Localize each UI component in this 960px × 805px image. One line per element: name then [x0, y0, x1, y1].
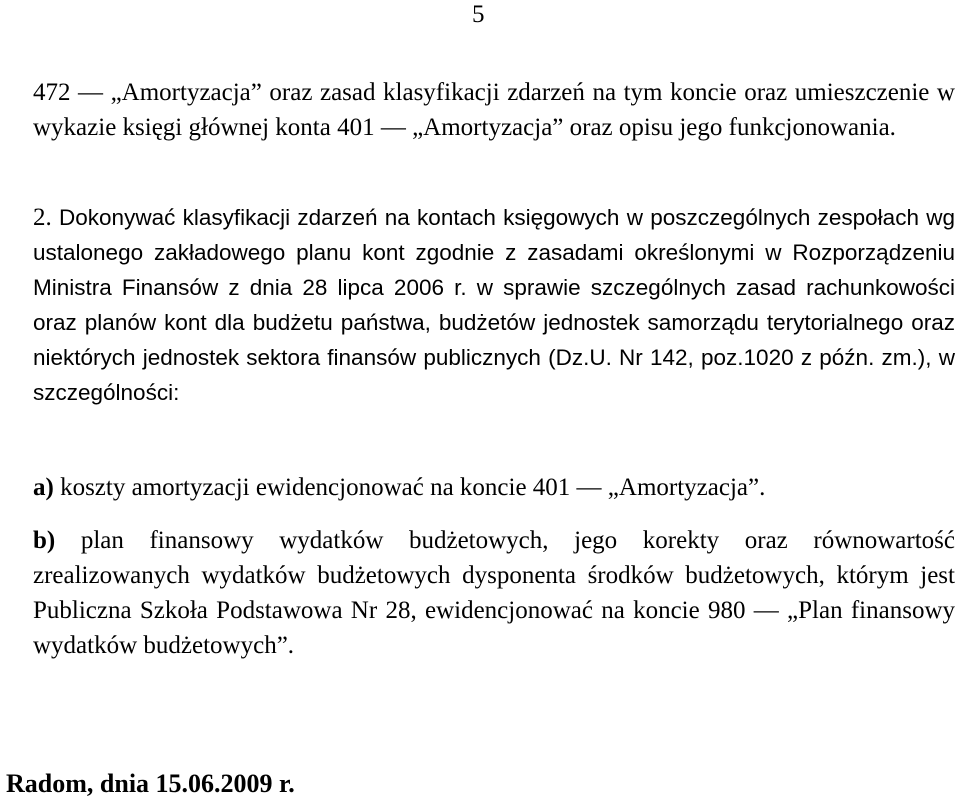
item-a-label: a) [33, 474, 54, 501]
page-number: 5 [472, 1, 485, 28]
section-2-number: 2. [33, 204, 52, 231]
paragraph-1: 472 — „Amortyzacja” oraz zasad klasyfikacji zdarzeń na tym koncie oraz umieszczenie w wykazie księgi głównej konta 401 — „Amortyzacja” oraz opisu jego funkcjonowania. [33, 79, 955, 141]
signature-date: Radom, dnia 15.06.2009 r. [6, 769, 295, 798]
item-b-text: plan finansowy wydatków budżetowych, jego korekty oraz równowartość zrealizowanych wydatków budżetowych dysponenta środków budżetowych, którym jest Publiczna Szkoła Podstawowa Nr 28, ewidencjonować na koncie 980 — „Plan finansowy wydatków budżetowych”. [33, 527, 955, 659]
section-2 [33, 200, 955, 410]
item-a-text: koszty amortyzacji ewidencjonować na koncie 401 — „Amortyzacja”. [53, 474, 766, 501]
section-2-text: Dokonywać klasyfikacji zdarzeń na kontach księgowych w poszczególnych zespołach wg ustalonego zakładowego planu kont zgodnie z zasadami określonymi w Rozporządzeniu Ministra Finansów z dnia 28 lipca 2006 r. w sprawie szczególnych zasad rachunkowości oraz planów kont dla budżetu państwa, budżetów jednostek samorządu terytorialnego oraz niektórych jednostek sektora finansów publicznych (Dz.U. Nr 142, poz.1020 z późn. zm.), w szczególności: [33, 205, 955, 405]
item-b-label: b) [33, 527, 56, 554]
item-a [33, 470, 955, 505]
item-b [33, 523, 955, 663]
